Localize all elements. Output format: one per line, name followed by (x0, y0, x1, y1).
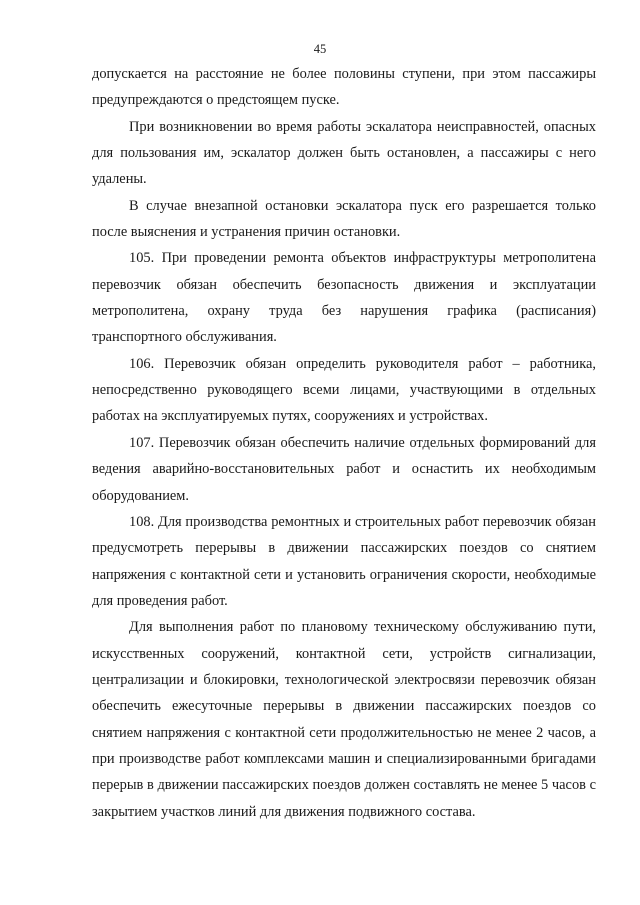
paragraph-continuation: допускается на расстояние не более половины ступени, при этом пассажиры предупреждаются о предстоящем пуске. (92, 66, 596, 109)
paragraph-item-106: 106. Перевозчик обязан определить руководителя работ – работника, непосредственно руководящего всеми лицами, участвующими в отдельных работах на эксплуатируемых путях, сооружениях и устройствах. (92, 355, 596, 425)
paragraph-item-105: 105. При проведении ремонта объектов инфраструктуры метрополитена перевозчик обязан обеспечить безопасность движения и эксплуатации метрополитена, охрану труда без нарушения графика (расписания) транспортного обслуживания. (92, 250, 596, 346)
paragraph-escalator-malfunction: При возникновении во время работы эскалатора неисправностей, опасных для пользования им, эскалатор должен быть остановлен, а пассажиры с него удалены. (92, 118, 596, 188)
paragraph-escalator-restart: В случае внезапной остановки эскалатора пуск его разрешается только после выяснения и устранения причин остановки. (92, 197, 596, 241)
page-number: 45 (313, 42, 327, 56)
paragraph-maintenance-breaks: Для выполнения работ по плановому техническому обслуживанию пути, искусственных сооружений, контактной сети, устройств сигнализации, централизации и блокировки, технологической электросвязи перевозчик обязан обеспечить ежесуточные перерывы в движении пассажирских поездов со снятием напряжения с контактной сети продолжительностью не менее 2 часов, а при производстве работ комплексами машин и специализированными бригадами перерыв в движении пассажирских поездов должен составлять не менее 5 часов с закрытием участков линий для движения подвижного состава. (92, 619, 596, 820)
text-body (92, 61, 596, 825)
paragraph-item-108: 108. Для производства ремонтных и строительных работ перевозчик обязан предусмотреть перерывы в движении пассажирских поездов со снятием напряжения с контактной сети и установить ограничения скорости, необходимые для проведения работ. (92, 513, 596, 609)
paragraph-item-107: 107. Перевозчик обязан обеспечить наличие отдельных формирований для ведения аварийно-восстановительных работ и оснастить их необходимым оборудованием. (92, 434, 596, 504)
